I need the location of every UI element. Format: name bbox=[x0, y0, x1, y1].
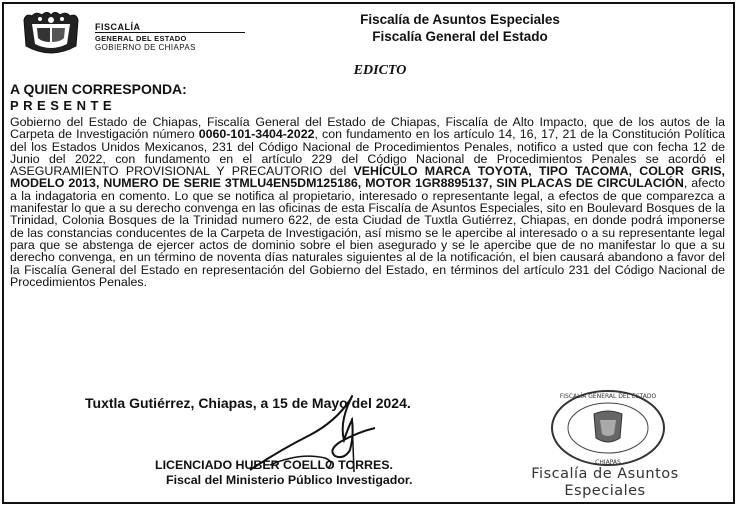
document-header bbox=[300, 11, 620, 45]
fiscalia-logo bbox=[20, 10, 255, 60]
official-seal-stamp bbox=[548, 388, 668, 468]
signer-title: Fiscal del Ministerio Público Investigador. bbox=[166, 473, 413, 487]
stamp-line-2: Especiales bbox=[564, 483, 646, 499]
logo-line-1: FISCALÍA bbox=[95, 22, 141, 32]
body-text-2: , con fundamento en los artículo 14, 16, 17, 21 de la Constitución Política del los Estados Unidos Mexicanos, 231 del Código Nacional de Procedimientos Penales, notifico a usted que con fecha 12 de Junio del 2022, con fundamento en el artículo 229 del Código Nacional de Procedimientos Penales se acordó el ASEGURAMIENTO PROVISIONAL Y PRECAUTORIO del bbox=[10, 127, 726, 179]
case-number: 0060-101-3404-2022 bbox=[198, 127, 315, 142]
header-line-1: Fiscalía de Asuntos Especiales bbox=[360, 12, 560, 27]
signer-name: LICENCIADO HUBER COELLO TORRES. bbox=[155, 458, 393, 472]
seal-top-text: FISCALÍA GENERAL DEL ESTADO bbox=[559, 393, 657, 400]
logo-line-3: GOBIERNO DE CHIAPAS bbox=[95, 43, 196, 52]
seal-bottom-text: CHIAPAS bbox=[595, 459, 621, 466]
body-text-3: , afecto a la indagatoria en comento. Lo que se notifica al propietario, interesado o representante legal, a efectos de que comparezca a manifestar lo que a su derecho convenga en las oficinas de esta Fiscalía de Asuntos Especiales, sito en Boulevard Bosques de la Trinidad, Colonia Bosques de la Trinidad numero 622, de esta Ciudad de Tuxtla Gutiérrez, Chiapas, en donde podrá imponerse de las constancias conducentes de la Carpeta de Investigación, así mismo se le apercibe al interesado o a su representante legal para que se abstenga de ejercer actos de dominio sobre el bien asegurado y se le apercibe que de no manifestar lo que a su derecho convenga, en un término de noventa días naturales siguientes al de la notificación, el bien causará abandono a favor del la Fiscalía General del Estado en representación del Gobierno del Estado, en términos del artículo 231 del Código Nacional de Procedimientos Penales. bbox=[10, 176, 726, 289]
logo-line-2: GENERAL DEL ESTADO bbox=[95, 32, 245, 43]
header-line-2: Fiscalía General del Estado bbox=[372, 29, 548, 44]
vehicle-description: VEHÍCULO MARCA TOYOTA, TIPO TACOMA, COLOR GRIS, MODELO 2013, NUMERO DE SERIE 3TMLU4EN5DM125186, MOTOR 1GR8895137, SIN PLACAS DE CIRCULACIÓN bbox=[10, 164, 725, 191]
office-stamp bbox=[505, 466, 705, 500]
body-paragraph bbox=[10, 116, 725, 288]
document-title: EDICTO bbox=[353, 63, 407, 78]
place-date: Tuxtla Gutiérrez, Chiapas, a 15 de Mayo del 2024. bbox=[85, 395, 411, 411]
state-emblem-icon bbox=[20, 10, 82, 58]
presente-label: PRESENTE bbox=[10, 98, 117, 113]
stamp-line-1: Fiscalía de Asuntos bbox=[531, 466, 679, 482]
body-text-1: Gobierno del Estado de Chiapas, Fiscalía General del Estado de Chiapas, Fiscalía de Alto Impacto, que de los autos de la Carpeta de Investigación número bbox=[10, 115, 725, 142]
salutation: A QUIEN CORRESPONDA: bbox=[10, 81, 187, 97]
